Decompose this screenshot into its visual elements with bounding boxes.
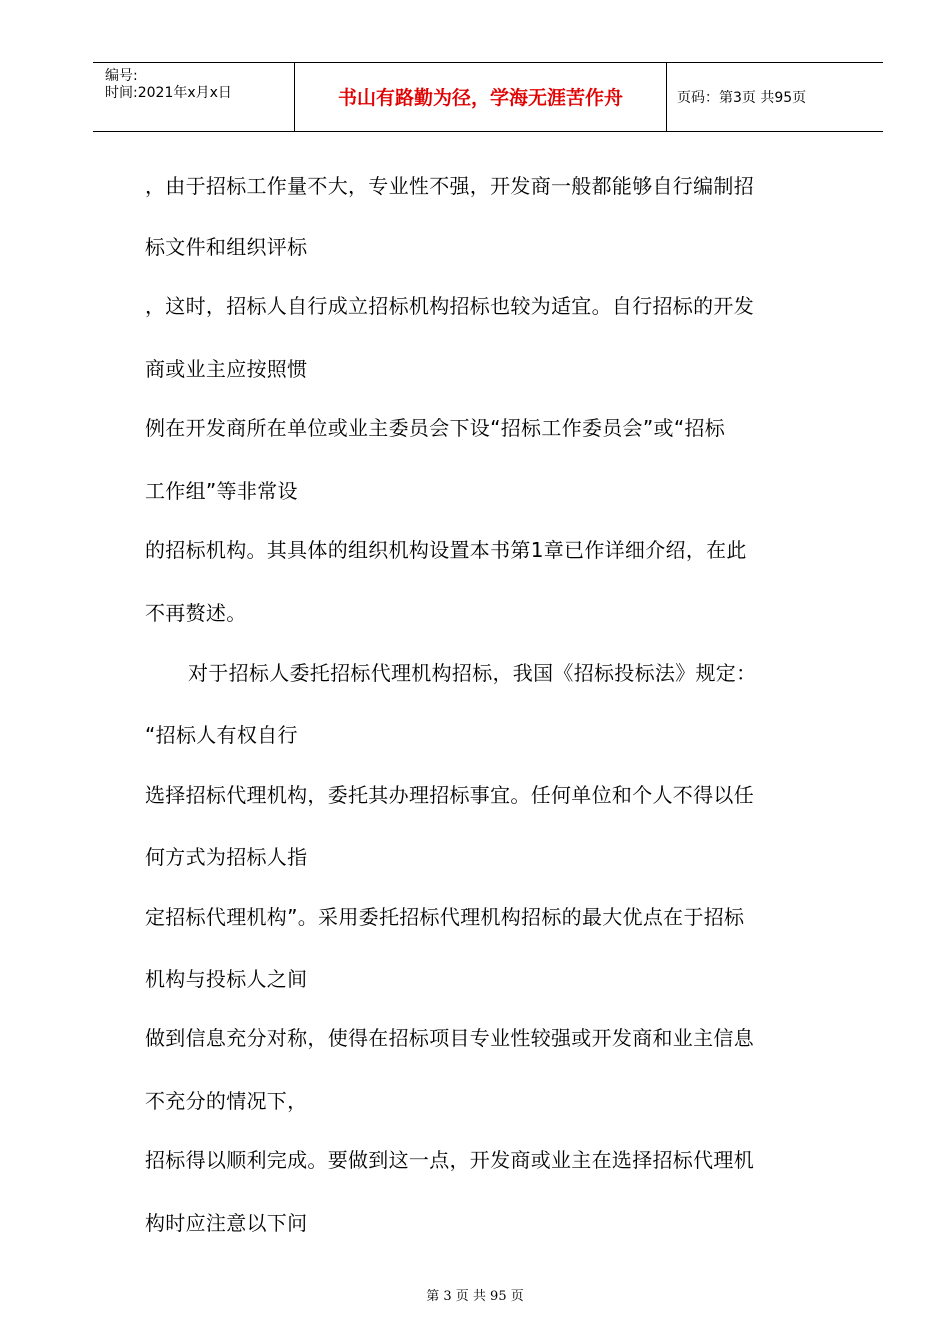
header-motto-cell <box>295 63 667 131</box>
header-meta-cell <box>93 63 295 131</box>
page-footer: 第 3 页 共 95 页 <box>426 1289 524 1304</box>
body-line: 定招标代理机构”。采用委托招标代理机构招标的最大优点在于招标 <box>145 905 745 929</box>
code-label: 编号: <box>105 68 138 84</box>
body-line: 的招标机构。其具体的组织机构设置本书第1章已作详细介绍，在此 <box>145 538 747 562</box>
body-line: ，这时，招标人自行成立招标机构招标也较为适宜。自行招标的开发 <box>145 294 754 318</box>
body-line: 何方式为招标人指 <box>145 845 308 869</box>
body-line: 商或业主应按照惯 <box>145 357 308 381</box>
body-line: “招标人有权自行 <box>145 723 298 747</box>
body-line: 标文件和组织评标 <box>145 235 308 259</box>
body-line: 选择招标代理机构，委托其办理招标事宜。任何单位和个人不得以任 <box>145 783 754 807</box>
body-line: 机构与投标人之间 <box>145 967 308 991</box>
body-line: 对于招标人委托招标代理机构招标，我国《招标投标法》规定： <box>188 661 757 685</box>
body-line: 不再赘述。 <box>145 601 247 625</box>
page-number-label: 页码：第3页 共95页 <box>677 90 807 106</box>
body-line: 例在开发商所在单位或业主委员会下设“招标工作委员会”或“招标 <box>145 416 726 440</box>
body-line: 不充分的情况下， <box>145 1089 308 1113</box>
motto-text: 书山有路勤为径，学海无涯苦作舟 <box>337 87 623 109</box>
body-line: 工作组”等非常设 <box>145 479 298 503</box>
page-header <box>93 62 883 132</box>
body-line: 做到信息充分对称，使得在招标项目专业性较强或开发商和业主信息 <box>145 1026 754 1050</box>
body-line: ，由于招标工作量不大，专业性不强，开发商一般都能够自行编制招 <box>145 174 754 198</box>
header-page-cell <box>667 63 883 131</box>
body-line: 招标得以顺利完成。要做到这一点，开发商或业主在选择招标代理机 <box>145 1148 754 1172</box>
time-label: 时间:2021年x月x日 <box>105 85 232 101</box>
body-line: 构时应注意以下问 <box>145 1211 308 1235</box>
